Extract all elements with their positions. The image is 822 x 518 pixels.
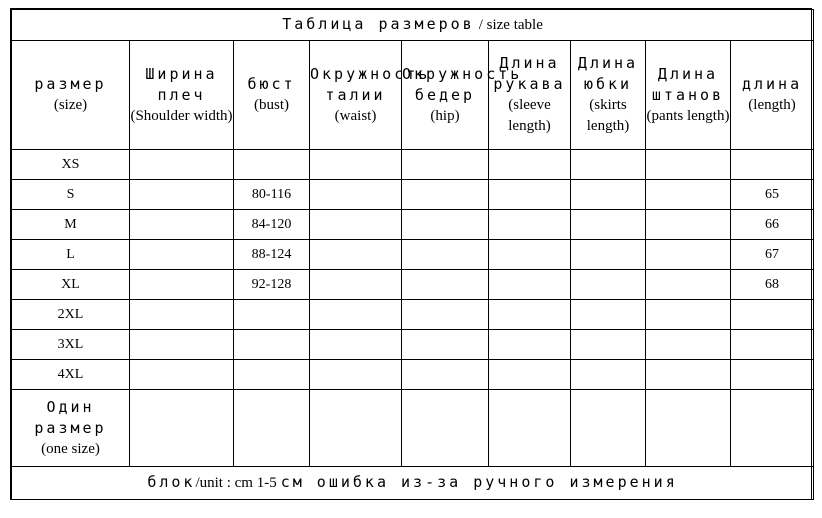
size-label: S — [12, 180, 130, 210]
table-cell — [571, 150, 646, 180]
size-label: L — [12, 240, 130, 270]
table-cell — [646, 300, 731, 330]
table-cell — [130, 180, 234, 210]
column-header — [402, 41, 523, 150]
size-label: 2XL — [12, 300, 130, 330]
table-row — [12, 150, 814, 180]
size-label: XS — [12, 150, 130, 180]
table-cell — [646, 330, 731, 360]
table-cell — [310, 390, 402, 467]
table-cell: 84-120 — [234, 210, 310, 240]
table-cell — [234, 150, 310, 180]
column-header — [646, 41, 731, 150]
table-cell — [130, 390, 234, 467]
table-cell: 68 — [731, 270, 814, 300]
table-cell — [310, 360, 402, 390]
one-size-label — [12, 390, 130, 467]
table-cell — [402, 300, 489, 330]
footer-part2: /unit : cm 1-5 — [195, 475, 277, 491]
table-cell — [310, 330, 402, 360]
table-cell: 65 — [731, 180, 814, 210]
table-cell — [489, 210, 571, 240]
table-cell — [234, 390, 310, 467]
table-cell — [130, 360, 234, 390]
size-table — [11, 9, 814, 500]
column-header-en: (bust) — [254, 97, 289, 113]
column-header-en: (pants length) — [646, 107, 730, 124]
table-cell — [571, 390, 646, 467]
table-row — [12, 360, 814, 390]
column-header-en: (length) — [748, 97, 796, 113]
one-size-en: (one size) — [41, 440, 100, 457]
column-header — [130, 41, 234, 150]
column-header-ru: размер — [34, 75, 107, 93]
table-cell — [646, 270, 731, 300]
table-cell — [571, 330, 646, 360]
size-label: XL — [12, 270, 130, 300]
column-header — [731, 41, 814, 150]
table-cell — [130, 300, 234, 330]
table-cell — [402, 360, 489, 390]
table-cell — [489, 270, 571, 300]
table-cell — [310, 150, 402, 180]
column-header-ru: Длина штанов — [651, 64, 725, 104]
table-cell — [130, 150, 234, 180]
column-header — [489, 41, 571, 150]
table-cell — [489, 390, 571, 467]
footer-note — [12, 467, 814, 500]
column-header-en: (skirts length) — [586, 97, 630, 134]
table-cell — [234, 300, 310, 330]
table-cell: 92-128 — [234, 270, 310, 300]
size-label: 4XL — [12, 360, 130, 390]
table-row — [12, 270, 814, 300]
table-cell — [571, 300, 646, 330]
table-cell — [310, 300, 402, 330]
column-header-en: (waist) — [334, 107, 377, 124]
table-cell — [646, 210, 731, 240]
table-cell — [731, 150, 814, 180]
table-cell — [731, 360, 814, 390]
table-cell — [646, 390, 731, 467]
table-cell — [310, 270, 402, 300]
table-cell — [310, 240, 402, 270]
table-cell — [130, 270, 234, 300]
column-header-en: (size) — [53, 97, 88, 113]
table-cell — [571, 270, 646, 300]
table-cell: 67 — [731, 240, 814, 270]
table-cell — [489, 150, 571, 180]
footer-part3: см ошибка из-за ручного измерения — [280, 473, 678, 491]
size-label: 3XL — [12, 330, 130, 360]
column-header-ru: Окружность бедер — [402, 64, 523, 104]
table-cell — [571, 180, 646, 210]
table-title — [12, 10, 814, 41]
column-header — [571, 41, 646, 150]
table-cell — [310, 180, 402, 210]
table-cell — [571, 360, 646, 390]
table-cell — [489, 180, 571, 210]
table-cell — [130, 240, 234, 270]
table-row — [12, 180, 814, 210]
title-ru: Таблица размеров — [282, 15, 475, 33]
table-cell — [646, 180, 731, 210]
table-cell — [402, 330, 489, 360]
size-label: M — [12, 210, 130, 240]
column-header-en: (hip) — [430, 107, 460, 124]
table-row — [12, 210, 814, 240]
table-cell — [731, 300, 814, 330]
table-cell — [130, 330, 234, 360]
table-cell — [234, 360, 310, 390]
table-cell — [402, 390, 489, 467]
table-row — [12, 300, 814, 330]
table-row — [12, 240, 814, 270]
column-header — [12, 41, 130, 150]
table-cell — [402, 210, 489, 240]
table-cell — [646, 240, 731, 270]
table-cell — [489, 240, 571, 270]
footer-part1: блок — [147, 473, 196, 491]
column-header-en: (Shoulder width) — [130, 107, 233, 124]
column-header-ru: длина — [741, 75, 803, 93]
column-header-ru: Длина юбки — [577, 54, 639, 93]
table-cell — [489, 300, 571, 330]
table-cell: 88-124 — [234, 240, 310, 270]
table-cell — [402, 180, 489, 210]
table-cell — [571, 240, 646, 270]
title-en: / size table — [478, 17, 543, 33]
table-cell: 66 — [731, 210, 814, 240]
table-cell: 80-116 — [234, 180, 310, 210]
table-cell — [646, 360, 731, 390]
table-cell — [234, 330, 310, 360]
column-header — [234, 41, 310, 150]
table-cell — [731, 330, 814, 360]
one-size-ru: Один размер — [34, 397, 107, 437]
size-table-container — [10, 8, 812, 500]
table-cell — [489, 330, 571, 360]
column-header-ru: Длина рукава — [493, 54, 566, 93]
table-cell — [402, 270, 489, 300]
table-cell — [731, 390, 814, 467]
column-header-en: (sleeve length) — [508, 97, 551, 134]
table-cell — [402, 150, 489, 180]
table-row — [12, 330, 814, 360]
table-cell — [646, 150, 731, 180]
table-cell — [130, 210, 234, 240]
column-header — [310, 41, 431, 150]
table-cell — [571, 210, 646, 240]
table-cell — [310, 210, 402, 240]
column-header-ru: бюст — [247, 75, 296, 93]
column-header-ru: Ширина плеч — [145, 64, 218, 104]
table-cell — [402, 240, 489, 270]
column-header-ru: Окружность талии — [310, 64, 431, 104]
table-cell — [489, 360, 571, 390]
